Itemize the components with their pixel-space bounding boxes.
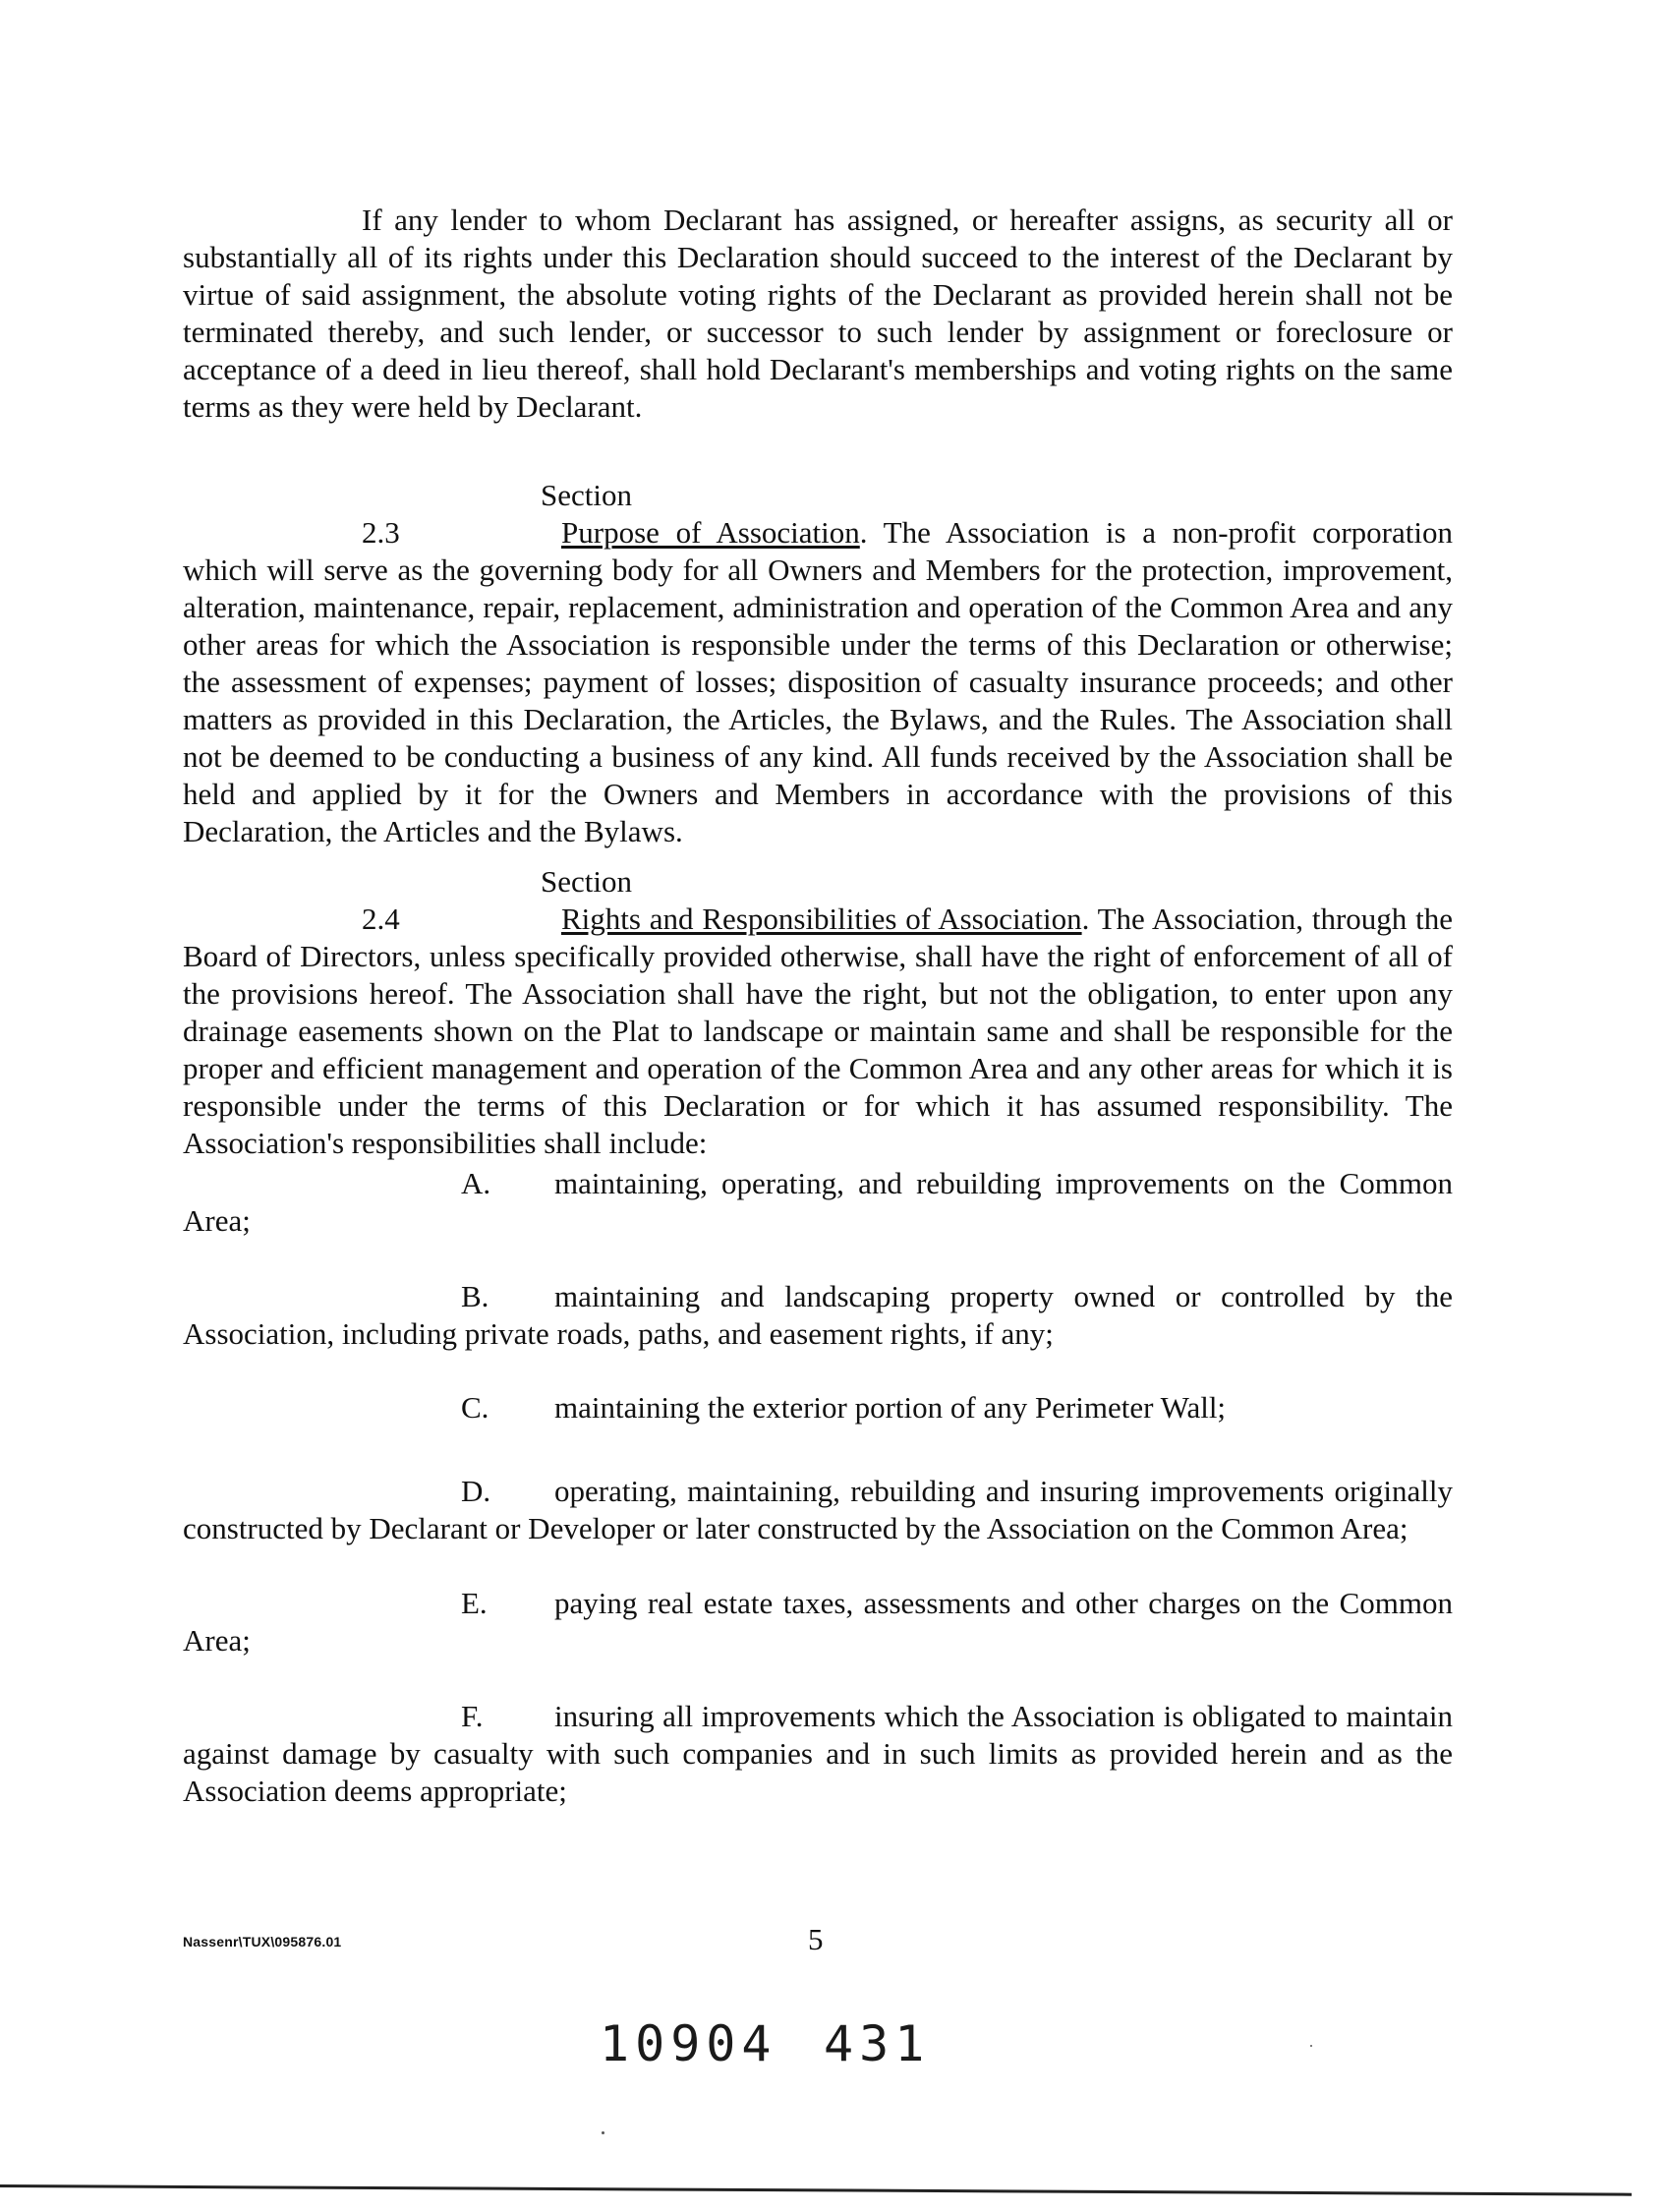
list-item-text: maintaining, operating, and rebuilding improvements on the Common Area; [183, 1166, 1453, 1238]
list-item-letter: C. [461, 1390, 489, 1425]
list-item-text: operating, maintaining, rebuilding and insuring improvements originally constructed by Declarant or Developer or later constructed by the Association on the Common Area; [183, 1474, 1453, 1545]
list-item-letter: A. [461, 1166, 491, 1200]
section-2-3-paragraph [183, 477, 1453, 850]
list-item-e [183, 1585, 1453, 1659]
list-item-f [183, 1698, 1453, 1810]
recording-stamp-page: 431 [824, 2015, 931, 2072]
section-2-3-title: Purpose of Association [561, 515, 860, 550]
bottom-scan-rule [0, 2184, 1632, 2196]
list-item-letter: D. [461, 1474, 491, 1508]
page-number: 5 [808, 1922, 824, 1956]
section-2-4-paragraph [183, 863, 1453, 1162]
recording-stamp-book: 10904 [600, 2015, 777, 2072]
scan-speck [602, 2131, 604, 2134]
list-item-letter: E. [461, 1586, 488, 1620]
list-item-text: paying real estate taxes, assessments and other charges on the Common Area; [183, 1586, 1453, 1658]
list-item-c [183, 1389, 1453, 1426]
section-2-3-label: Section 2.3 [362, 478, 632, 550]
list-item-letter: B. [461, 1279, 489, 1313]
list-item-a [183, 1165, 1453, 1240]
list-item-text: insuring all improvements which the Association is obligated to maintain against damage by casualty with such companies and in such limits as provided herein and as the Association deems appropriate; [183, 1699, 1453, 1808]
section-2-4-title: Rights and Responsibilities of Association [561, 902, 1082, 936]
list-item-b [183, 1278, 1453, 1353]
list-item-letter: F. [461, 1699, 484, 1733]
section-2-3-body: . The Association is a non-profit corporation which will serve as the governing body for all Owners and Members for the protection, improvement, alteration, maintenance, repair, replacement, administration and operation of the Common Area and any other areas for which the Association is responsible under the terms of this Declaration or otherwise; the assessment of expenses; payment of losses; disposition of casualty insurance proceeds; and other matters as provided in this Declaration, the Articles, the Bylaws, and the Rules. The Association shall not be deemed to be conducting a business of any kind. All funds received by the Association shall be held and applied by it for the Owners and Members in accordance with the provisions of this Declaration, the Articles and the Bylaws. [183, 515, 1453, 848]
footer-file-reference: Nassenr\TUX\095876.01 [183, 1934, 342, 1950]
paragraph-lender-assignment: If any lender to whom Declarant has assigned, or hereafter assigns, as security all or substantially all of its rights under this Declaration should succeed to the interest of the Declarant by virtue of said assignment, the absolute voting rights of the Declarant as provided herein shall not be terminated thereby, and such lender, or successor to such lender by assignment or foreclosure or acceptance of a deed in lieu thereof, shall hold Declarant's memberships and voting rights on the same terms as they were held by Declarant. [183, 203, 1453, 424]
section-2-4-body: . The Association, through the Board of Directors, unless specifically provided otherwise, shall have the right of enforcement of all of the provisions hereof. The Association shall have the right, but not the obligation, to enter upon any drainage easements shown on the Plat to landscape or maintain same and shall be responsible for the proper and efficient management and operation of the Common Area and any other areas for which it is responsible under the terms of this Declaration or for which it has assumed responsibility. The Association's responsibilities shall include: [183, 902, 1454, 1160]
section-2-4-label: Section 2.4 [362, 864, 632, 936]
list-item-d [183, 1473, 1453, 1547]
list-item-text: maintaining and landscaping property owned or controlled by the Association, including private roads, paths, and easement rights, if any; [183, 1279, 1453, 1351]
scan-speck [1310, 2045, 1312, 2047]
list-item-text: maintaining the exterior portion of any Perimeter Wall; [554, 1390, 1227, 1425]
